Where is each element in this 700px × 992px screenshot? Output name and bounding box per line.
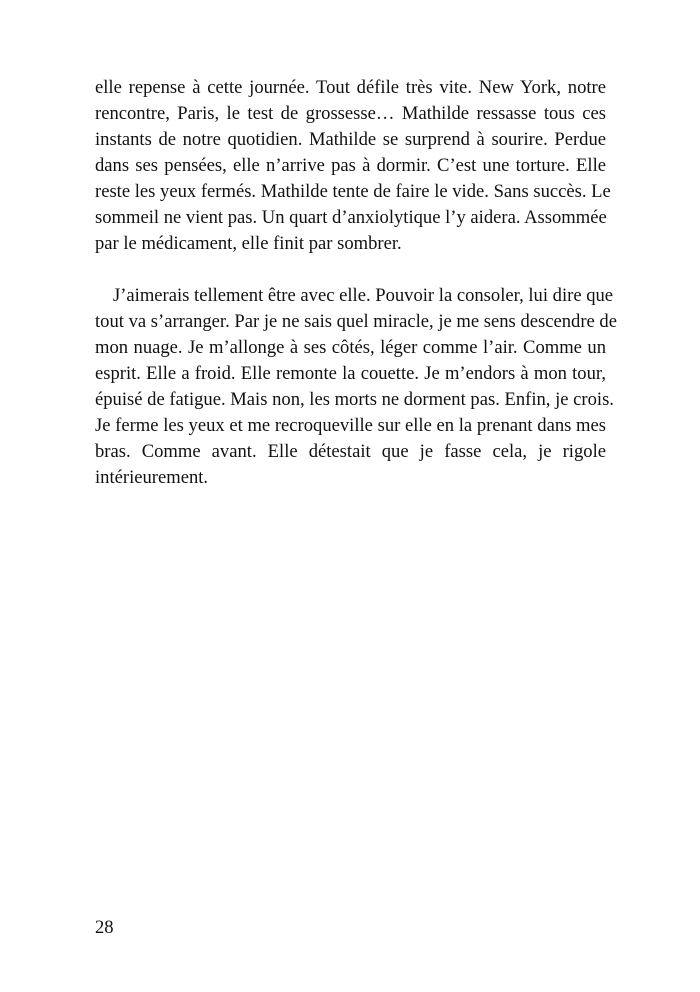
paragraph-2 xyxy=(95,283,617,491)
text-line: épuisé de fatigue. Mais non, les morts ne dorment pas. Enfin, je crois. xyxy=(95,389,614,410)
paragraph-1 xyxy=(95,75,611,257)
text-line: elle repense à cette journée. Tout défile très vite. New York, notre xyxy=(95,77,606,98)
text-line: rencontre, Paris, le test de grossesse… Mathilde ressasse tous ces xyxy=(95,103,606,124)
text-line: dans ses pensées, elle n’arrive pas à dormir. C’est une torture. Elle xyxy=(95,155,606,176)
page-number: 28 xyxy=(95,917,114,938)
text-line: mon nuage. Je m’allonge à ses côtés, léger comme l’air. Comme un xyxy=(95,337,606,358)
text-line: tout va s’arranger. Par je ne sais quel miracle, je me sens descendre de xyxy=(95,311,617,332)
text-line: reste les yeux fermés. Mathilde tente de faire le vide. Sans succès. Le xyxy=(95,181,611,202)
text-line: bras. Comme avant. Elle détestait que je fasse cela, je rigole xyxy=(95,441,606,462)
text-line: J’aimerais tellement être avec elle. Pouvoir la consoler, lui dire que xyxy=(113,285,614,306)
text-line: instants de notre quotidien. Mathilde se surprend à sourire. Perdue xyxy=(95,129,606,150)
text-line: esprit. Elle a froid. Elle remonte la couette. Je m’endors à mon tour, xyxy=(95,363,606,384)
body-text xyxy=(95,75,617,491)
text-line: intérieurement. xyxy=(95,467,209,488)
text-line: par le médicament, elle finit par sombrer. xyxy=(95,233,402,254)
text-line: Je ferme les yeux et me recroqueville sur elle en la prenant dans mes xyxy=(95,415,606,436)
text-line: sommeil ne vient pas. Un quart d’anxiolytique l’y aidera. Assommée xyxy=(95,207,607,228)
